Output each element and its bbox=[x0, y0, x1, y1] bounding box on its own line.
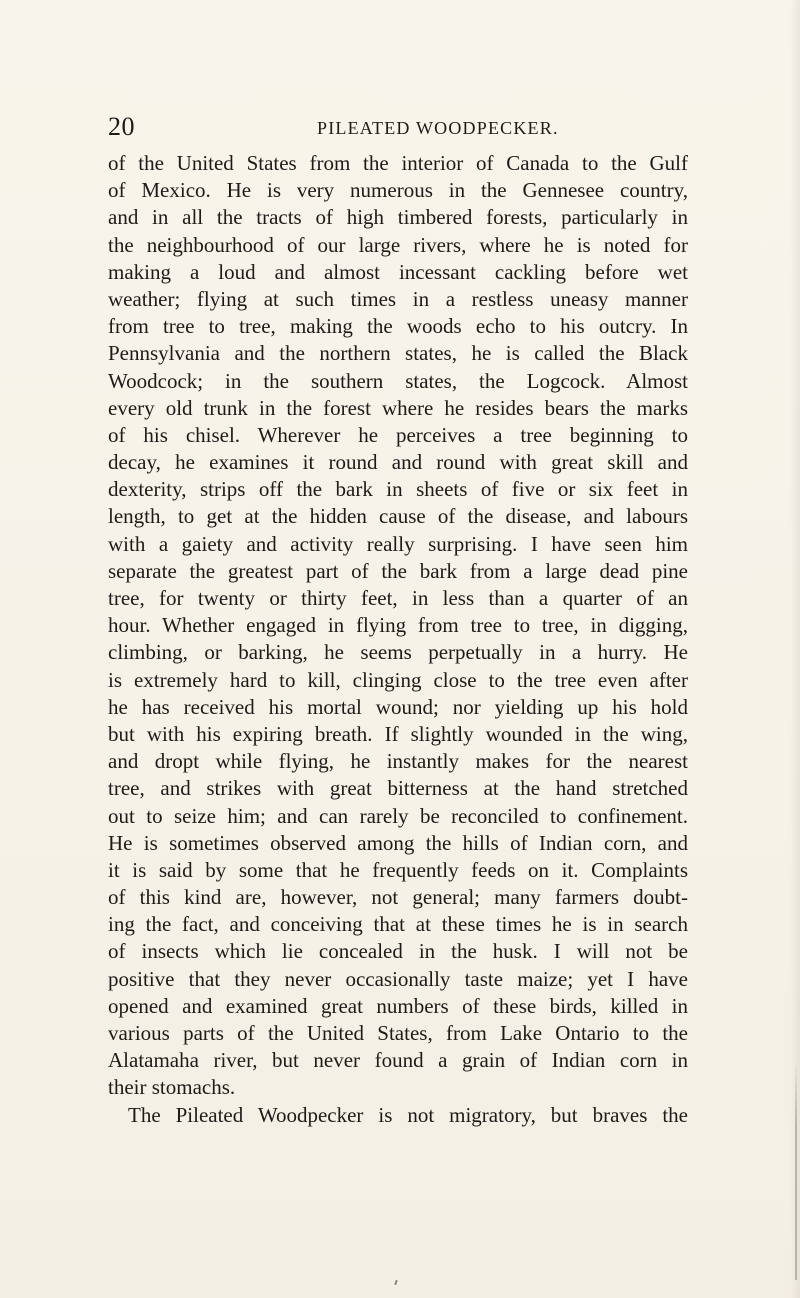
text-line: of the United States from the interior of Canada to the Gulf bbox=[108, 151, 688, 175]
text-line: opened and examined great numbers of these birds, killed in bbox=[108, 993, 688, 1018]
page-header bbox=[108, 112, 688, 146]
text-line: out to seize him; and can rarely be reconciled to confinement. bbox=[108, 803, 688, 828]
text-line: tree, for twenty or thirty feet, in less than a quarter of an bbox=[108, 586, 688, 610]
text-line: climbing, or barking, he seems perpetually in a hurry. He bbox=[108, 640, 688, 665]
text-line: weather; flying at such times in a restless uneasy manner bbox=[108, 286, 688, 311]
text-line: separate the greatest part of the bark from a large dead pine bbox=[108, 558, 688, 583]
text-line: various parts of the United States, from Lake Ontario to the bbox=[108, 1021, 688, 1045]
text-line: is extremely hard to kill, clinging close to the tree even after bbox=[108, 667, 688, 692]
text-line: with a gaiety and activity really surprising. I have seen him bbox=[108, 531, 688, 556]
text-line: length, to get at the hidden cause of the disease, and labours bbox=[108, 504, 688, 529]
text-line: he has received his mortal wound; nor yielding up his hold bbox=[108, 694, 688, 719]
paper-speck bbox=[394, 1280, 397, 1285]
text-line: every old trunk in the forest where he resides bears the marks bbox=[108, 395, 688, 420]
text-line: of this kind are, however, not general; many farmers doubt- bbox=[108, 885, 688, 910]
text-line: decay, he examines it round and round with great skill and bbox=[108, 450, 688, 475]
text-line: of his chisel. Wherever he perceives a tree beginning to bbox=[108, 422, 688, 447]
paragraph-end-line: their stomachs. bbox=[108, 1075, 236, 1100]
text-line: from tree to tree, making the woods echo to his outcry. In bbox=[108, 314, 688, 339]
text-line: of Mexico. He is very numerous in the Gennesee country, bbox=[108, 178, 688, 203]
text-line: and in all the tracts of high timbered forests, particularly in bbox=[108, 205, 688, 230]
text-line: Woodcock; in the southern states, the Logcock. Almost bbox=[108, 368, 688, 393]
text-line: tree, and strikes with great bitterness at the hand stretched bbox=[108, 776, 688, 801]
text-line: of insects which lie concealed in the husk. I will not be bbox=[108, 939, 688, 964]
text-line: He is sometimes observed among the hills of Indian corn, and bbox=[108, 830, 688, 855]
text-line: making a loud and almost incessant cackling before wet bbox=[108, 259, 688, 284]
text-line: but with his expiring breath. If slightly wounded in the wing, bbox=[108, 721, 688, 746]
text-line: it is said by some that he frequently feeds on it. Complaints bbox=[108, 857, 688, 882]
text-line: dexterity, strips off the bark in sheets of five or six feet in bbox=[108, 477, 688, 502]
text-line: positive that they never occasionally taste maize; yet I have bbox=[108, 966, 688, 991]
text-line: and dropt while flying, he instantly makes for the nearest bbox=[108, 749, 688, 774]
text-line: ing the fact, and conceiving that at these times he is in search bbox=[108, 912, 688, 937]
page-number: 20 bbox=[108, 112, 135, 141]
paragraph-start-line: The Pileated Woodpecker is not migratory, but braves the bbox=[128, 1102, 688, 1127]
binding-edge-mark bbox=[795, 1060, 797, 1280]
text-line: Pennsylvania and the northern states, he is called the Black bbox=[108, 341, 688, 366]
text-line: Alatamaha river, but never found a grain of Indian corn in bbox=[108, 1048, 688, 1073]
text-line: hour. Whether engaged in flying from tree to tree, in digging, bbox=[108, 613, 688, 638]
body-text bbox=[108, 150, 688, 1129]
text-line: the neighbourhood of our large rivers, where he is noted for bbox=[108, 232, 688, 257]
running-head: PILEATED WOODPECKER. bbox=[317, 118, 559, 138]
